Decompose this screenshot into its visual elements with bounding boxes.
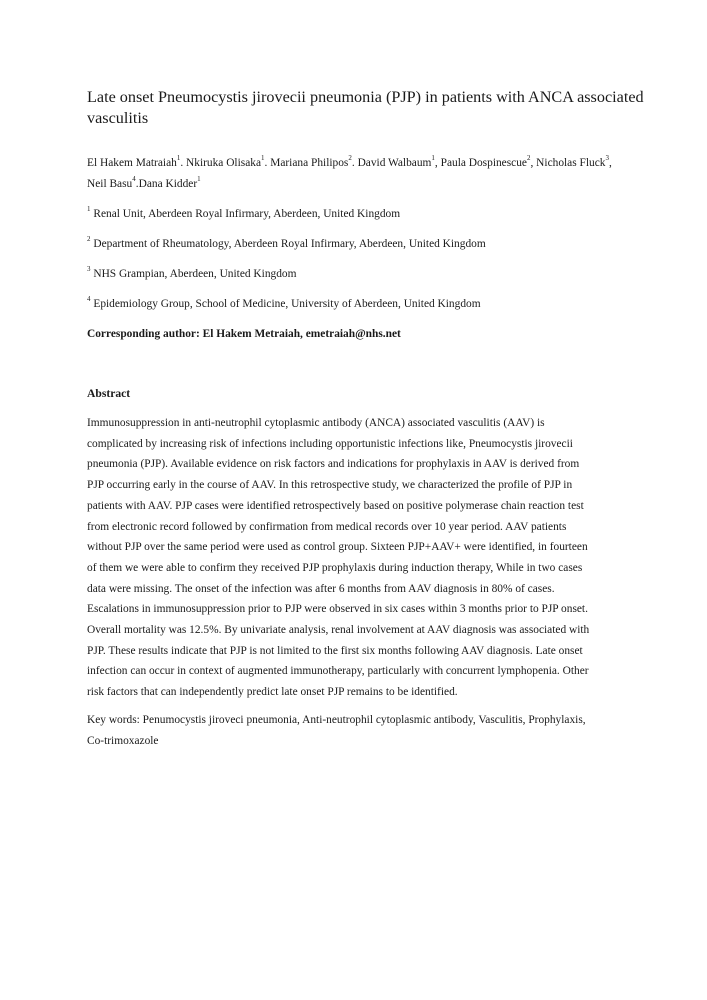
author: Neil Basu [87,178,133,190]
affiliation-text: NHS Grampian, Aberdeen, United Kingdom [93,268,297,280]
author-separator: , [530,157,537,169]
author-affiliation-marker: 3 [605,154,609,163]
author: Nicholas Fluck [536,157,606,169]
abstract-line: complicated by increasing risk of infections including opportunistic infections like, Pneumocystis jirovecii [87,437,573,450]
affiliation [87,266,647,282]
author-separator: , [608,157,612,169]
affiliation [87,206,647,222]
affiliation-marker: 3 [87,265,91,274]
abstract-line: pneumonia (PJP). Available evidence on risk factors and indications for prophylaxis in AAV is derived from [87,458,580,471]
keywords-line: Co-trimoxazole [87,734,159,747]
author-separator: , [434,157,441,169]
abstract-heading: Abstract [87,387,131,400]
author-separator: . [135,178,139,190]
keywords-line: Key words: Penumocystis jiroveci pneumonia, Anti-neutrophil cytoplasmic antibody, Vasculitis, Prophylaxis, [87,714,586,726]
paper-title: Late onset Pneumocystis jirovecii pneumonia (PJP) in patients with ANCA associated vasculitis [87,88,644,127]
abstract-line: PJP. These results indicate that PJP is not limited to the first six months following AAV diagnosis. Late onset [87,644,583,657]
author-separator: . [351,157,358,169]
affiliation-marker: 1 [87,205,91,214]
author-separator: . [180,157,187,169]
author-separator: . [264,157,271,169]
abstract-line: Immunosuppression in anti-neutrophil cytoplasmic antibody (ANCA) associated vasculitis (AAV) is [87,417,545,429]
author-affiliation-marker: 4 [132,175,136,184]
affiliation [87,296,647,312]
author-affiliation-marker: 2 [526,154,531,163]
abstract-line: Overall mortality was 12.5%. By univariate analysis, renal involvement at AAV diagnosis was associated with [87,624,590,637]
abstract-line: from electronic record followed by confirmation from medical records over 10 year period. AAV patients [87,520,567,533]
author-affiliation-marker: 1 [431,154,435,163]
affiliation-marker: 2 [87,235,91,244]
author: Dana Kidder [138,178,198,190]
affiliation [87,236,647,252]
abstract-line: Escalations in immunosuppression prior to PJP were observed in six cases within 3 months prior to PJP onset. [87,603,588,616]
keywords [87,710,627,751]
abstract-line: of them we were able to confirm they received PJP prophylaxis during induction therapy, While in two cases [87,561,583,574]
affiliation-text: Epidemiology Group, School of Medicine, University of Aberdeen, United Kingdom [93,298,481,310]
affiliation-text: Renal Unit, Aberdeen Royal Infirmary, Aberdeen, United Kingdom [93,208,401,220]
author: Mariana Philipos [270,157,349,169]
abstract-line: infection can occur in context of augmented immunotherapy, particularly with concurrent lymphopenia. Other [87,665,589,678]
abstract-line: data were missing. The onset of the infection was after 6 months from AAV diagnosis in 80% of cases. [87,582,555,595]
affiliation-marker: 4 [87,295,91,304]
abstract-line: patients with AAV. PJP cases were identified retrospectively based on positive polymerase chain reaction test [87,499,584,512]
author: Nkiruka Olisaka [186,157,261,169]
author-affiliation-marker: 1 [261,154,265,163]
abstract-line: risk factors that can independently predict late onset PJP remains to be identified. [87,686,458,699]
author-list [87,153,627,195]
corresponding-author: Corresponding author: El Hakem Metraiah, emetraiah@nhs.net [87,328,401,340]
author: Paula Dospinescue [440,157,527,169]
author: El Hakem Matraiah [87,157,177,169]
author-affiliation-marker: 2 [348,154,352,163]
author-affiliation-marker: 1 [176,154,181,163]
abstract-line: PJP occurring early in the course of AAV. In this retrospective study, we characterized the profile of PJP in [87,479,573,492]
affiliation-text: Department of Rheumatology, Aberdeen Royal Infirmary, Aberdeen, United Kingdom [93,238,486,250]
abstract-line: without PJP over the same period were used as control group. Sixteen PJP+AAV+ were identified, in fourteen [87,541,588,554]
abstract-body [87,413,627,703]
author: David Walbaum [357,157,432,169]
author-affiliation-marker: 1 [197,175,201,184]
